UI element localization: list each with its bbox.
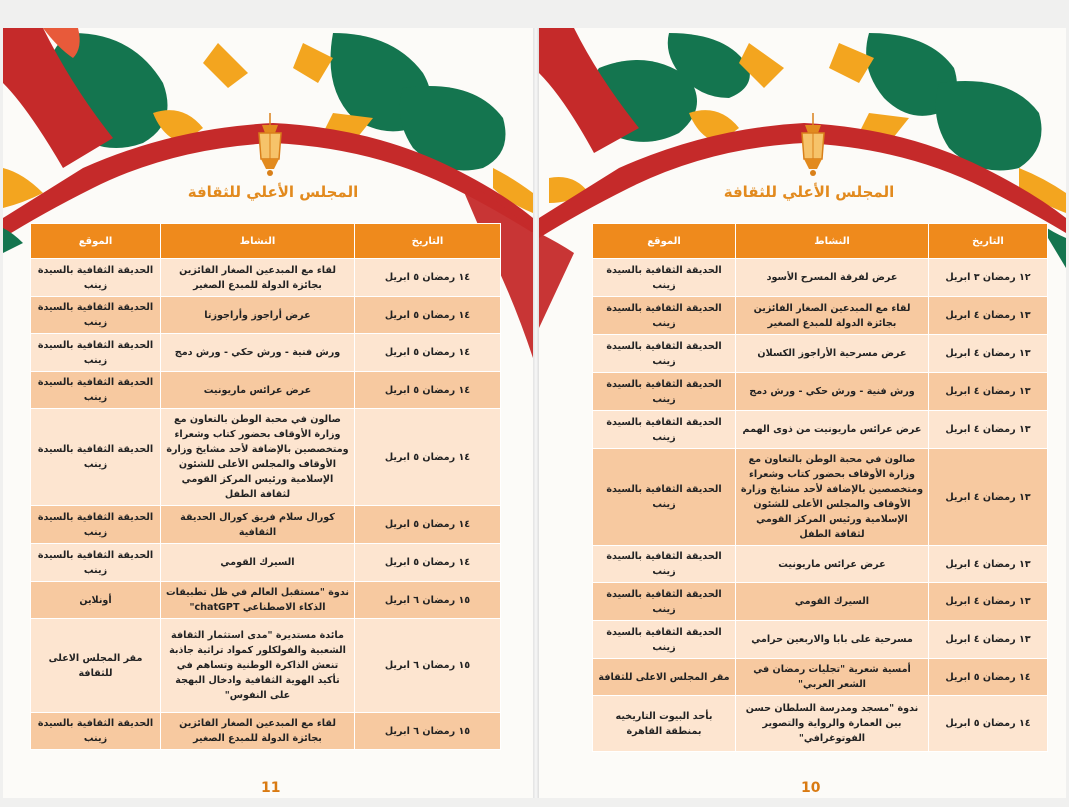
activity-cell: السيرك القومي [161,544,355,582]
activity-column-header: النشاط [161,224,355,259]
date-cell: ١٤ رمضان ٥ ابريل [355,259,501,297]
lantern-icon [253,113,287,183]
table-header-row [31,224,501,259]
location-cell: الحديقة الثقافية بالسيدة زينب [31,506,161,544]
location-cell: الحديقة الثقافية بالسيدة زينب [31,297,161,334]
activity-cell: عرض أراجوز وأراجوزتا [161,297,355,334]
table-row [31,619,501,713]
activity-cell: عرض مسرحية الأراجوز الكسلان [736,335,929,373]
location-cell: الحديقة الثقافية بالسيدة زينب [593,583,736,621]
schedule-table [592,223,1048,752]
page-title: المجلس الأعلي للثقافة [187,183,359,201]
location-cell: الحديقة الثقافية بالسيدة زينب [31,544,161,582]
page-11 [3,28,533,798]
lantern-icon [796,113,830,183]
activity-cell: أمسية شعرية "تجليات رمضان في الشعر العربي" [736,659,929,696]
date-cell: ١٤ رمضان ٥ ابريل [355,409,501,506]
schedule-table [30,223,501,750]
table-row [31,259,501,297]
table-row [31,334,501,372]
table-row [593,411,1048,449]
page-title: المجلس الأعلي للثقافة [723,183,895,201]
location-cell: الحديقة الثقافية بالسيدة زينب [31,372,161,409]
table-row [593,659,1048,696]
table-row [593,449,1048,546]
location-cell: الحديقة الثقافية بالسيدة زينب [593,297,736,335]
date-cell: ١٣ رمضان ٤ ابريل [929,335,1048,373]
table-row [593,335,1048,373]
table-row [593,583,1048,621]
page-number: 10 [801,780,821,796]
date-cell: ١٥ رمضان ٦ ابريل [355,582,501,619]
location-cell: أونلاين [31,582,161,619]
location-cell: الحديقة الثقافية بالسيدة زينب [593,546,736,583]
table-row [593,297,1048,335]
table-row [593,696,1048,752]
activity-cell: ورش فنية - ورش حكي - ورش دمج [161,334,355,372]
location-column-header: الموقع [593,224,736,259]
table-row [31,409,501,506]
date-cell: ١٤ رمضان ٥ ابريل [355,334,501,372]
activity-cell: صالون في محبة الوطن بالتعاون مع وزارة الأوقاف بحضور كتاب وشعراء ومتخصصين بالإضافة لأحد مشايخ وزارة الأوقاف والمجلس الأعلى للشئون الإسلامية ورئيس المركز القومي لثقافة الطفل [736,449,929,546]
date-column-header: التاريخ [355,224,501,259]
activity-column-header: النشاط [736,224,929,259]
page-10 [539,28,1066,798]
activity-cell: كورال سلام فريق كورال الحديقة الثقافية [161,506,355,544]
page-number: 11 [261,780,281,796]
date-cell: ١٤ رمضان ٥ ابريل [355,544,501,582]
activity-cell: مسرحية على بابا والاربعين حرامي [736,621,929,659]
location-cell: الحديقة الثقافية بالسيدة زينب [593,621,736,659]
table-row [31,582,501,619]
activity-cell: لقاء مع المبدعين الصغار الفائزين بجائزة الدولة للمبدع الصغير [736,297,929,335]
activity-cell: السيرك القومي [736,583,929,621]
location-cell: الحديقة الثقافية بالسيدة زينب [31,259,161,297]
table-row [593,546,1048,583]
table-row [31,713,501,750]
table-row [593,373,1048,411]
activity-cell: ورش فنية - ورش حكي - ورش دمج [736,373,929,411]
activity-cell: لقاء مع المبدعين الصغار الفائزين بجائزة الدولة للمبدع الصغير [161,713,355,750]
date-cell: ١٣ رمضان ٤ ابريل [929,621,1048,659]
location-column-header: الموقع [31,224,161,259]
table-row [31,372,501,409]
location-cell: الحديقة الثقافية بالسيدة زينب [593,411,736,449]
location-cell: الحديقة الثقافية بالسيدة زينب [593,373,736,411]
date-cell: ١٣ رمضان ٤ ابريل [929,297,1048,335]
table-row [31,506,501,544]
location-cell: الحديقة الثقافية بالسيدة زينب [31,713,161,750]
date-cell: ١٣ رمضان ٤ ابريل [929,546,1048,583]
date-cell: ١٤ رمضان ٥ ابريل [355,297,501,334]
date-cell: ١٣ رمضان ٤ ابريل [929,449,1048,546]
location-cell: مقر المجلس الاعلى للثقافة [593,659,736,696]
activity-cell: ندوة "مستقبل العالم في ظل تطبيقات الذكاء الاصطناعي chatGPT" [161,582,355,619]
activity-cell: عرض عرائس ماريونيت [161,372,355,409]
date-cell: ١٣ رمضان ٤ ابريل [929,583,1048,621]
date-cell: ١٤ رمضان ٥ ابريل [929,659,1048,696]
activity-cell: ندوة "مسجد ومدرسة السلطان حسن بين العمارة والرواية والتصوير الفوتوغرافي" [736,696,929,752]
location-cell: بأحد البيوت التاريخيه بمنطقة القاهرة [593,696,736,752]
table-row [593,259,1048,297]
date-cell: ١٤ رمضان ٥ ابريل [355,372,501,409]
table-row [593,621,1048,659]
activity-cell: لقاء مع المبدعين الصغار الفائزين بجائزة الدولة للمبدع الصغير [161,259,355,297]
activity-cell: عرض عرائس ماريونيت من ذوى الهمم [736,411,929,449]
date-cell: ١٣ رمضان ٤ ابريل [929,373,1048,411]
date-cell: ١٥ رمضان ٦ ابريل [355,619,501,713]
date-cell: ١٤ رمضان ٥ ابريل [355,506,501,544]
table-row [31,297,501,334]
activity-cell: صالون في محبة الوطن بالتعاون مع وزارة الأوقاف بحضور كتاب وشعراء ومتخصصين بالإضافة لأحد مشايخ وزارة الأوقاف والمجلس الأعلى للشئون الإسلامية ورئيس المركز القومي لثقافة الطفل [161,409,355,506]
activity-cell: عرض عرائس ماريونيت [736,546,929,583]
date-cell: ١٤ رمضان ٥ ابريل [929,696,1048,752]
activity-cell: مائدة مستديرة "مدى استثمار الثقافة الشعبية والفولكلور كمواد تراثية جاذبة تنعش الذاكرة الوطنية وتساهم في تأكيد الهوية الثقافية وادخال البهجة على النفوس" [161,619,355,713]
location-cell: مقر المجلس الاعلى للثقافة [31,619,161,713]
date-cell: ١٢ رمضان ٣ ابريل [929,259,1048,297]
location-cell: الحديقة الثقافية بالسيدة زينب [593,335,736,373]
date-cell: ١٣ رمضان ٤ ابريل [929,411,1048,449]
location-cell: الحديقة الثقافية بالسيدة زينب [593,449,736,546]
location-cell: الحديقة الثقافية بالسيدة زينب [31,409,161,506]
date-column-header: التاريخ [929,224,1048,259]
location-cell: الحديقة الثقافية بالسيدة زينب [593,259,736,297]
location-cell: الحديقة الثقافية بالسيدة زينب [31,334,161,372]
activity-cell: عرض لفرقة المسرح الأسود [736,259,929,297]
table-row [31,544,501,582]
date-cell: ١٥ رمضان ٦ ابريل [355,713,501,750]
table-header-row [593,224,1048,259]
